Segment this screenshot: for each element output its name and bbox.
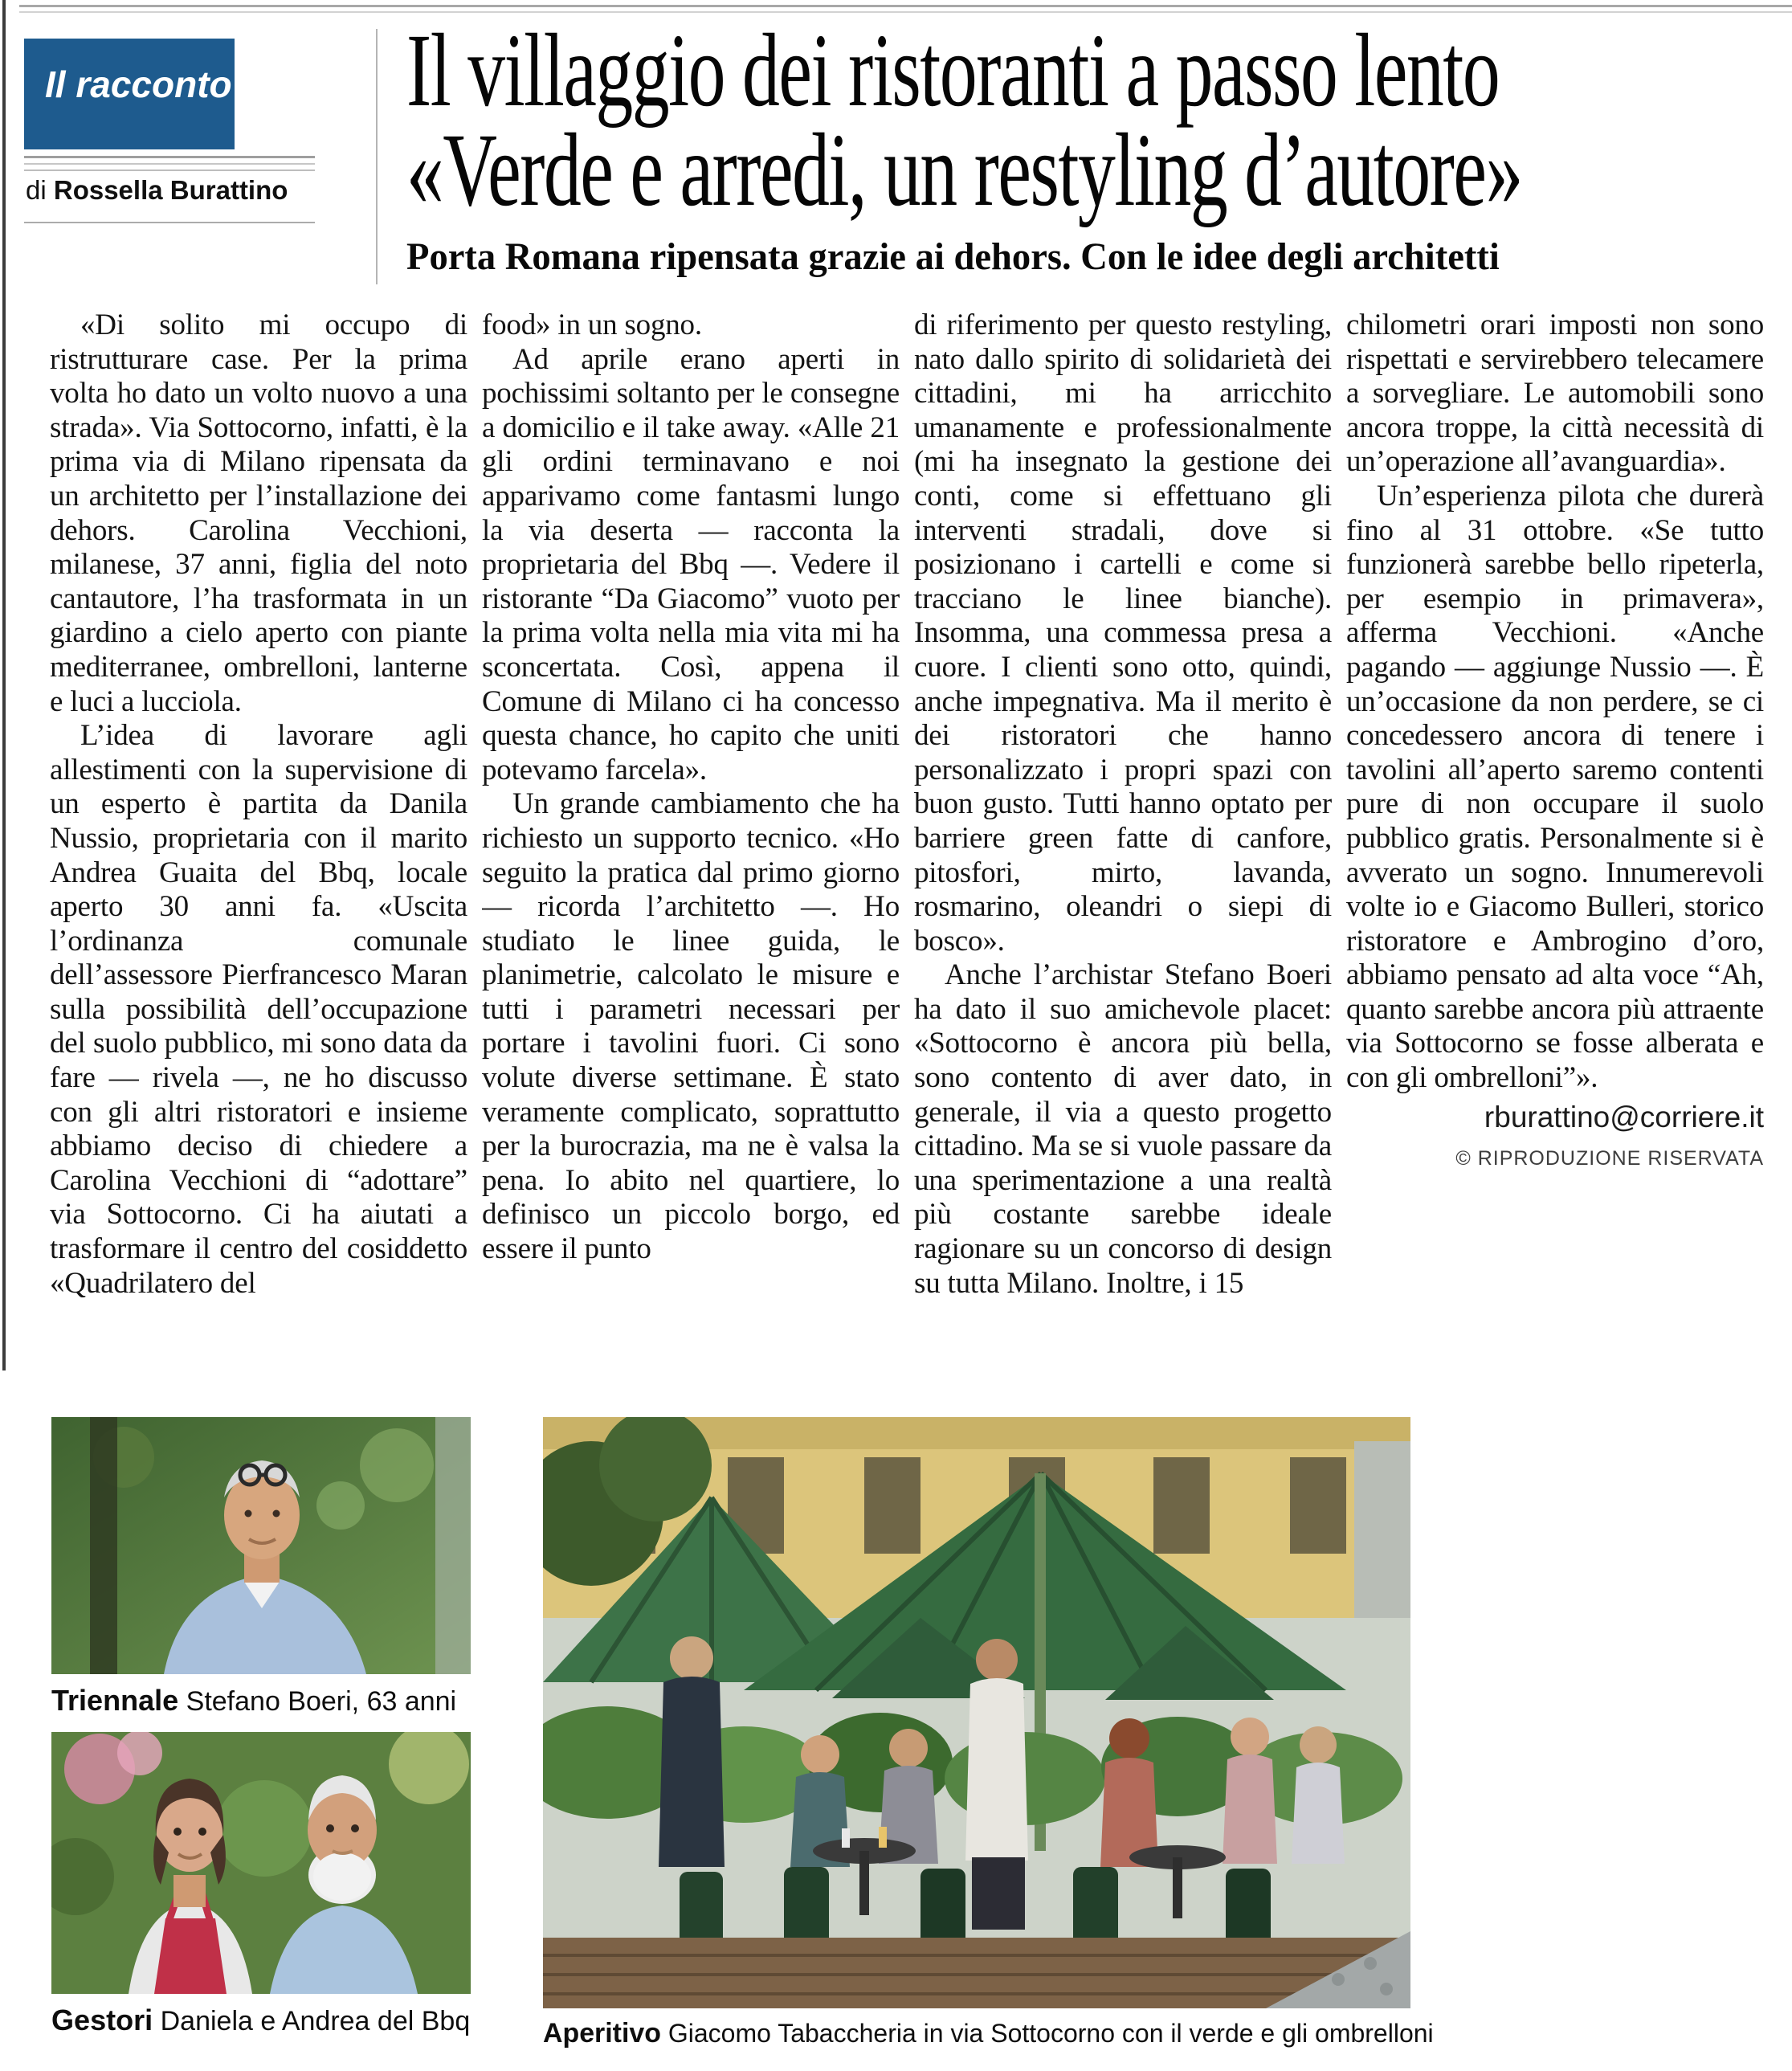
caption-gestori [51, 2004, 565, 2037]
body-paragraph: chilometri orari imposti non sono rispettati e servirebbero telecamere a sorvegliare. Le automobili sono ancora troppe, la città necessità di un’operazione all’avanguardia». [1346, 308, 1764, 479]
article-column-1 [50, 308, 467, 1375]
body-paragraph: L’idea di lavorare agli allestimenti con la supervisione di un esperto è partita da Danila Nussio, proprietaria con il marito Andrea Guaita del Bbq, locale aperto 30 anni fa. «Uscita l’ordinanza comunale dell’assessore Pierfrancesco Maran sulla possibilità dell’occupazione del suolo pubblico, mi sono data da fare — rivela —, ne ho discusso con gli altri ristoratori e insieme abbiamo deciso di chiedere a Carolina Vecchioni di “adottare” via Sottocorno. Ci ha aiutati a trasformare il centro del cosiddetto «Quadrilatero del [50, 719, 467, 1300]
body-paragraph: «Di solito mi occupo di ristrutturare case. Per la prima volta ho dato un volto nuovo a una strada». Via Sottocorno, infatti, è la prima via di Milano ripensata da un architetto per l’installazione dei dehors. Carolina Vecchioni, milanese, 37 anni, figlia del noto cantautore, l’ha trasformata in un giardino a cielo aperto con piante mediterranee, ombrelloni, lanterne e luci a lucciola. [50, 308, 467, 718]
caption-triennale-lead: Triennale [51, 1684, 179, 1717]
photo-daniela-andrea [51, 1732, 471, 1994]
byline-rule [24, 222, 315, 223]
body-paragraph: Un grande cambiamento che ha richiesto un supporto tecnico. «Ho seguito la pratica dal primo giorno — ricorda l’architetto —. Ho studiato le linee guida, le planimetrie, calcolato le misure e tutti i parametri necessari per portare i tavolini fuori. Ci sono volute diverse settimane. È stato veramente complicato, soprattutto per la burocrazia, ma ne è valsa la pena. Io abito nel quartiere, lo definisco un piccolo borgo, ed essere il punto [482, 787, 900, 1266]
caption-aperitivo-lead: Aperitivo [543, 2018, 661, 2049]
kicker-separator-rules [24, 156, 315, 176]
headline-line-1: Il villaggio dei ristoranti a passo lento [406, 13, 1500, 129]
caption-triennale-text: Stefano Boeri, 63 anni [178, 1686, 457, 1717]
body-paragraph: Un’esperienza pilota che durerà fino al 31 ottobre. «Se tutto funzionerà sarebbe bello ripeterla, per esempio in primavera», afferma Vecchioni. «Anche pagando — aggiunge Nussio —. È un’occasione da non perdere, se ci concedessero ancora di tenere i tavolini all’aperto saremo contenti pure di non occupare il suolo pubblico gratis. Personalmente si è avverato un sogno. Innumerevoli volte io e Giacomo Bulleri, storico ristoratore e Ambrogino d’oro, abbiamo pensato ad alta voce “Ah, quanto sarebbe ancora più attraente via Sottocorno se fosse alberata e con gli ombrelloni”». [1346, 479, 1764, 1095]
caption-aperitivo-text: Giacomo Tabaccheria in via Sottocorno con il verde e gli ombrelloni [660, 2019, 1434, 2048]
byline-prefix: di [26, 175, 47, 205]
article-column-3 [914, 308, 1332, 1375]
caption-gestori-lead: Gestori [51, 2004, 153, 2036]
kicker-box [24, 39, 235, 149]
article-body [50, 308, 1765, 1375]
headline [406, 13, 1792, 228]
author-email: rburattino@corriere.it [1484, 1100, 1764, 1134]
top-rule [19, 5, 1792, 7]
caption-triennale [51, 1684, 501, 1718]
copyright-notice: © RIPRODUZIONE RISERVATA [1455, 1146, 1764, 1170]
page-edge-rule [2, 0, 6, 1370]
photo-daniela-andrea-illustration [51, 1732, 471, 1994]
photo-stefano-boeri-illustration [51, 1417, 471, 1674]
byline [26, 175, 288, 206]
body-paragraph: Ad aprile erano aperti in pochissimi soltanto per le consegne a domicilio e il take away. «Alle 21 gli ordini terminavano e noi apparivamo come fantasmi lungo la via deserta — racconta la proprietaria del Bbq —. Vedere il ristorante “Da Giacomo” vuoto per la prima volta nella mia vita mi ha sconcertata. Così, appena il Comune di Milano ci ha concesso questa chance, ho capito che uniti potevamo farcela». [482, 342, 900, 786]
photo-aperitivo-illustration [543, 1417, 1410, 2008]
body-paragraph: Anche l’archistar Stefano Boeri ha dato il suo amichevole placet: «Sottocorno è ancora più bella, sono contento di aver dato, in generale, il via a questo progetto cittadino. Ma se si vuole passare da una sperimentazione a una realtà più costante sarebbe ideale ragionare su un concorso di design su tutta Milano. Inoltre, i 15 [914, 958, 1332, 1300]
kicker-label: Il racconto [45, 63, 232, 105]
body-paragraph: food» in un sogno. [482, 308, 702, 341]
article-column-2 [482, 308, 900, 1375]
photo-aperitivo [543, 1417, 1410, 2008]
headline-line-2: «Verde e arredi, un restyling d’autore» [406, 112, 1522, 228]
article-column-4 [1346, 308, 1764, 1375]
photo-stefano-boeri [51, 1417, 471, 1674]
caption-gestori-text: Daniela e Andrea del Bbq [153, 2006, 471, 2036]
body-paragraph: di riferimento per questo restyling, nato dallo spirito di solidarietà dei cittadini, mi ha arricchito umanamente e professionalmente (mi ha insegnato la gestione dei conti, come si effettuano gli interventi stradali, dove si posizionano i cartelli e come si tracciano le linee bianche). Insomma, una commessa presa a cuore. I clienti sono otto, quindi, anche impegnativa. Ma il merito è dei ristoratori che hanno personalizzato i propri spazi con buon gusto. Tutti hanno optato per barriere green fatte di canfore, pitosfori, mirto, lavanda, rosmarino, oleandri o siepi di bosco». [914, 308, 1332, 958]
headline-divider-rule [376, 29, 378, 284]
subhead: Porta Romana ripensata grazie ai dehors. Con le idee degli architetti [406, 235, 1500, 278]
caption-aperitivo [543, 2018, 1443, 2049]
byline-author: Rossella Burattino [53, 175, 288, 205]
